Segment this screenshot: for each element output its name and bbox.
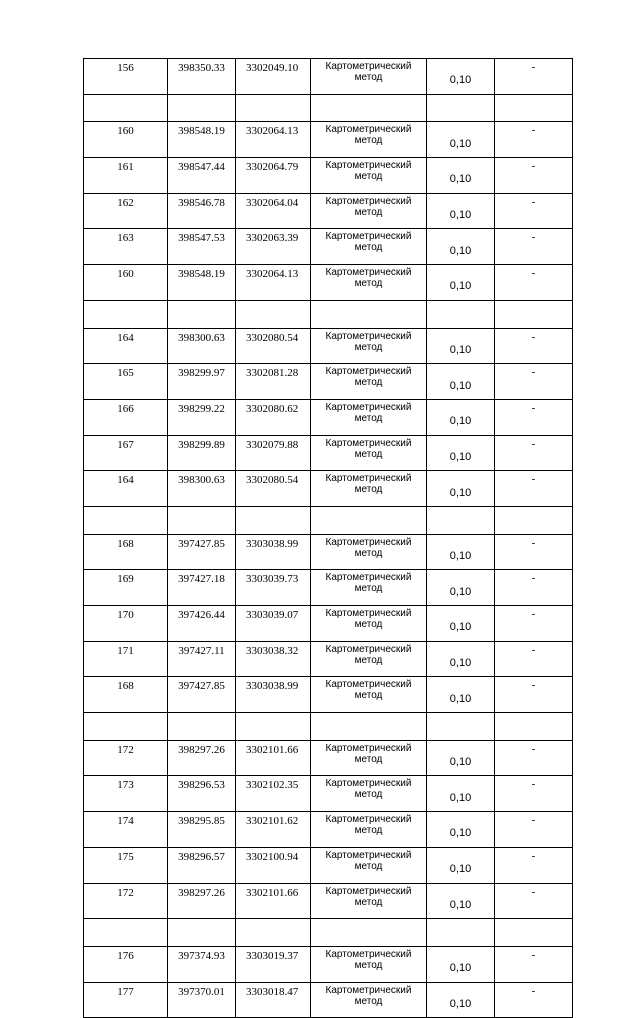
x-coordinate-cell: 397427.18 — [168, 570, 236, 606]
point-number-cell: 168 — [84, 534, 168, 570]
empty-cell — [495, 300, 573, 328]
extra-cell: - — [495, 471, 573, 507]
method-line-2: метод — [354, 242, 383, 254]
method-line-2: метод — [354, 412, 383, 424]
y-coordinate-cell: 3302101.66 — [236, 883, 311, 919]
extra-cell: - — [495, 364, 573, 400]
x-coordinate-cell: 398548.19 — [168, 265, 236, 301]
method-line-1: Картометрический — [325, 984, 412, 996]
empty-cell — [427, 919, 495, 947]
x-coordinate-cell: 397427.11 — [168, 641, 236, 677]
table-row — [84, 399, 573, 435]
y-coordinate-cell: 3302100.94 — [236, 847, 311, 883]
empty-cell — [236, 713, 311, 741]
accuracy-cell: 0,10 — [427, 740, 495, 776]
y-coordinate-cell: 3302064.79 — [236, 158, 311, 194]
table-row — [84, 606, 573, 642]
accuracy-cell: 0,10 — [427, 946, 495, 982]
x-coordinate-cell: 398547.44 — [168, 158, 236, 194]
method-line-1: Картометрический — [325, 742, 412, 754]
method-line-2: метод — [354, 995, 383, 1007]
method-line-1: Картометрический — [325, 231, 412, 243]
y-coordinate-cell: 3303038.99 — [236, 677, 311, 713]
method-cell — [311, 193, 427, 229]
accuracy-cell: 0,10 — [427, 606, 495, 642]
x-coordinate-cell: 398296.57 — [168, 847, 236, 883]
empty-cell — [236, 300, 311, 328]
table-row — [84, 435, 573, 471]
accuracy-cell: 0,10 — [427, 677, 495, 713]
table-row — [84, 883, 573, 919]
extra-cell: - — [495, 435, 573, 471]
accuracy-cell: 0,10 — [427, 534, 495, 570]
method-line-1: Картометрический — [325, 160, 412, 172]
method-cell — [311, 641, 427, 677]
x-coordinate-cell: 398299.22 — [168, 399, 236, 435]
method-cell — [311, 982, 427, 1018]
accuracy-cell: 0,10 — [427, 883, 495, 919]
method-line-1: Картометрический — [325, 473, 412, 485]
empty-cell — [495, 506, 573, 534]
method-line-2: метод — [354, 171, 383, 183]
y-coordinate-cell: 3302079.88 — [236, 435, 311, 471]
empty-cell — [427, 713, 495, 741]
coordinates-table — [83, 58, 573, 1018]
method-line-1: Картометрический — [325, 401, 412, 413]
method-line-2: метод — [354, 583, 383, 595]
accuracy-cell: 0,10 — [427, 982, 495, 1018]
x-coordinate-cell: 398548.19 — [168, 122, 236, 158]
point-number-cell: 163 — [84, 229, 168, 265]
table-row — [84, 471, 573, 507]
y-coordinate-cell: 3302063.39 — [236, 229, 311, 265]
empty-cell — [84, 94, 168, 122]
accuracy-cell: 0,10 — [427, 399, 495, 435]
extra-cell: - — [495, 534, 573, 570]
method-line-2: метод — [354, 206, 383, 218]
empty-cell — [495, 94, 573, 122]
x-coordinate-cell: 397426.44 — [168, 606, 236, 642]
empty-cell — [427, 300, 495, 328]
point-number-cell: 172 — [84, 883, 168, 919]
table-row — [84, 59, 573, 95]
x-coordinate-cell: 398350.33 — [168, 59, 236, 95]
point-number-cell: 167 — [84, 435, 168, 471]
table-row — [84, 946, 573, 982]
empty-cell — [236, 919, 311, 947]
method-line-2: метод — [354, 72, 383, 83]
y-coordinate-cell: 3302080.54 — [236, 471, 311, 507]
table-row — [84, 229, 573, 265]
point-number-cell: 161 — [84, 158, 168, 194]
extra-cell: - — [495, 399, 573, 435]
point-number-cell: 156 — [84, 59, 168, 95]
empty-cell — [84, 506, 168, 534]
y-coordinate-cell: 3302064.13 — [236, 265, 311, 301]
method-cell — [311, 883, 427, 919]
point-number-cell: 174 — [84, 812, 168, 848]
table-row — [84, 812, 573, 848]
method-cell — [311, 946, 427, 982]
method-cell — [311, 471, 427, 507]
accuracy-cell: 0,10 — [427, 122, 495, 158]
method-line-2: метод — [354, 619, 383, 630]
empty-cell — [84, 919, 168, 947]
method-line-1: Картометрический — [325, 572, 412, 584]
table-row — [84, 677, 573, 713]
accuracy-cell: 0,10 — [427, 570, 495, 606]
point-number-cell: 160 — [84, 122, 168, 158]
method-line-1: Картометрический — [325, 366, 412, 378]
empty-cell — [495, 919, 573, 947]
y-coordinate-cell: 3302102.35 — [236, 776, 311, 812]
extra-cell: - — [495, 677, 573, 713]
y-coordinate-cell: 3302049.10 — [236, 59, 311, 95]
method-cell — [311, 435, 427, 471]
table-row — [84, 776, 573, 812]
x-coordinate-cell: 398299.89 — [168, 435, 236, 471]
point-number-cell: 172 — [84, 740, 168, 776]
table-row — [84, 847, 573, 883]
point-number-cell: 170 — [84, 606, 168, 642]
accuracy-cell: 0,10 — [427, 229, 495, 265]
empty-cell — [168, 300, 236, 328]
method-line-1: Картометрический — [325, 536, 412, 548]
table-row — [84, 265, 573, 301]
extra-cell: - — [495, 328, 573, 364]
table-row — [84, 122, 573, 158]
y-coordinate-cell: 3303038.99 — [236, 534, 311, 570]
point-number-cell: 162 — [84, 193, 168, 229]
method-line-2: метод — [354, 825, 383, 837]
extra-cell: - — [495, 265, 573, 301]
point-number-cell: 175 — [84, 847, 168, 883]
point-number-cell: 169 — [84, 570, 168, 606]
accuracy-cell: 0,10 — [427, 59, 495, 95]
x-coordinate-cell: 397427.85 — [168, 534, 236, 570]
x-coordinate-cell: 398300.63 — [168, 328, 236, 364]
empty-cell — [427, 506, 495, 534]
y-coordinate-cell: 3302101.62 — [236, 812, 311, 848]
x-coordinate-cell: 398297.26 — [168, 883, 236, 919]
table-row — [84, 364, 573, 400]
empty-cell — [311, 919, 427, 947]
x-coordinate-cell: 398547.53 — [168, 229, 236, 265]
table-row — [84, 570, 573, 606]
empty-cell — [168, 919, 236, 947]
y-coordinate-cell: 3303038.32 — [236, 641, 311, 677]
extra-cell: - — [495, 229, 573, 265]
table-spacer-row — [84, 919, 573, 947]
method-line-2: метод — [354, 959, 383, 971]
x-coordinate-cell: 397370.01 — [168, 982, 236, 1018]
method-line-2: метод — [354, 789, 383, 801]
table-row — [84, 740, 573, 776]
empty-cell — [84, 300, 168, 328]
point-number-cell: 164 — [84, 471, 168, 507]
extra-cell: - — [495, 946, 573, 982]
x-coordinate-cell: 398300.63 — [168, 471, 236, 507]
extra-cell: - — [495, 606, 573, 642]
point-number-cell: 171 — [84, 641, 168, 677]
y-coordinate-cell: 3303018.47 — [236, 982, 311, 1018]
method-cell — [311, 570, 427, 606]
method-cell — [311, 847, 427, 883]
empty-cell — [236, 506, 311, 534]
y-coordinate-cell: 3303039.07 — [236, 606, 311, 642]
empty-cell — [311, 300, 427, 328]
accuracy-cell: 0,10 — [427, 847, 495, 883]
method-line-2: метод — [354, 341, 383, 353]
x-coordinate-cell: 397427.85 — [168, 677, 236, 713]
method-line-2: метод — [354, 690, 383, 702]
method-line-2: метод — [354, 484, 383, 496]
y-coordinate-cell: 3303039.73 — [236, 570, 311, 606]
method-line-1: Картометрический — [325, 778, 412, 790]
accuracy-cell: 0,10 — [427, 776, 495, 812]
method-cell — [311, 229, 427, 265]
y-coordinate-cell: 3302080.62 — [236, 399, 311, 435]
accuracy-cell: 0,10 — [427, 641, 495, 677]
y-coordinate-cell: 3302080.54 — [236, 328, 311, 364]
x-coordinate-cell: 397374.93 — [168, 946, 236, 982]
empty-cell — [495, 713, 573, 741]
method-line-1: Картометрический — [325, 195, 412, 207]
extra-cell: - — [495, 776, 573, 812]
extra-cell: - — [495, 570, 573, 606]
method-cell — [311, 265, 427, 301]
method-cell — [311, 740, 427, 776]
extra-cell: - — [495, 122, 573, 158]
method-line-1: Картометрический — [325, 267, 412, 279]
point-number-cell: 166 — [84, 399, 168, 435]
extra-cell: - — [495, 740, 573, 776]
method-line-2: метод — [354, 278, 383, 290]
method-cell — [311, 158, 427, 194]
extra-cell: - — [495, 158, 573, 194]
empty-cell — [311, 94, 427, 122]
table-row — [84, 328, 573, 364]
extra-cell: - — [495, 59, 573, 95]
empty-cell — [84, 713, 168, 741]
method-cell — [311, 606, 427, 642]
empty-cell — [311, 506, 427, 534]
empty-cell — [311, 713, 427, 741]
method-line-2: метод — [354, 135, 383, 147]
table-row — [84, 158, 573, 194]
empty-cell — [168, 713, 236, 741]
accuracy-cell: 0,10 — [427, 364, 495, 400]
x-coordinate-cell: 398297.26 — [168, 740, 236, 776]
y-coordinate-cell: 3302064.13 — [236, 122, 311, 158]
method-cell — [311, 399, 427, 435]
method-line-1: Картометрический — [325, 330, 412, 342]
method-line-1: Картометрический — [325, 61, 412, 72]
table-row — [84, 641, 573, 677]
empty-cell — [427, 94, 495, 122]
empty-cell — [168, 94, 236, 122]
table-spacer-row — [84, 94, 573, 122]
accuracy-cell: 0,10 — [427, 435, 495, 471]
y-coordinate-cell: 3302064.04 — [236, 193, 311, 229]
method-line-1: Картометрический — [325, 124, 412, 136]
method-line-1: Картометрический — [325, 814, 412, 826]
method-line-2: метод — [354, 896, 383, 908]
point-number-cell: 164 — [84, 328, 168, 364]
x-coordinate-cell: 398296.53 — [168, 776, 236, 812]
point-number-cell: 177 — [84, 982, 168, 1018]
y-coordinate-cell: 3302081.28 — [236, 364, 311, 400]
table-row — [84, 982, 573, 1018]
method-line-2: метод — [354, 860, 383, 872]
empty-cell — [168, 506, 236, 534]
coordinates-table-body — [84, 59, 573, 1018]
x-coordinate-cell: 398299.97 — [168, 364, 236, 400]
method-cell — [311, 776, 427, 812]
method-line-1: Картометрический — [325, 948, 412, 960]
method-cell — [311, 122, 427, 158]
extra-cell: - — [495, 812, 573, 848]
method-line-2: метод — [354, 547, 383, 559]
accuracy-cell: 0,10 — [427, 265, 495, 301]
method-cell — [311, 534, 427, 570]
accuracy-cell: 0,10 — [427, 158, 495, 194]
extra-cell: - — [495, 982, 573, 1018]
method-line-2: метод — [354, 654, 383, 666]
table-row — [84, 193, 573, 229]
point-number-cell: 165 — [84, 364, 168, 400]
method-line-2: метод — [354, 753, 383, 765]
table-spacer-row — [84, 713, 573, 741]
accuracy-cell: 0,10 — [427, 812, 495, 848]
method-cell — [311, 328, 427, 364]
method-line-2: метод — [354, 448, 383, 460]
method-cell — [311, 364, 427, 400]
x-coordinate-cell: 398295.85 — [168, 812, 236, 848]
x-coordinate-cell: 398546.78 — [168, 193, 236, 229]
extra-cell: - — [495, 193, 573, 229]
y-coordinate-cell: 3302101.66 — [236, 740, 311, 776]
extra-cell: - — [495, 883, 573, 919]
accuracy-cell: 0,10 — [427, 471, 495, 507]
method-cell — [311, 812, 427, 848]
method-line-1: Картометрический — [325, 679, 412, 691]
method-line-1: Картометрический — [325, 608, 412, 619]
method-line-1: Картометрический — [325, 437, 412, 449]
point-number-cell: 168 — [84, 677, 168, 713]
method-cell — [311, 677, 427, 713]
y-coordinate-cell: 3303019.37 — [236, 946, 311, 982]
point-number-cell: 160 — [84, 265, 168, 301]
table-spacer-row — [84, 300, 573, 328]
accuracy-cell: 0,10 — [427, 193, 495, 229]
extra-cell: - — [495, 847, 573, 883]
method-cell — [311, 59, 427, 95]
method-line-1: Картометрический — [325, 643, 412, 655]
point-number-cell: 173 — [84, 776, 168, 812]
empty-cell — [236, 94, 311, 122]
method-line-1: Картометрический — [325, 849, 412, 861]
table-spacer-row — [84, 506, 573, 534]
point-number-cell: 176 — [84, 946, 168, 982]
accuracy-cell: 0,10 — [427, 328, 495, 364]
table-row — [84, 534, 573, 570]
method-line-2: метод — [354, 377, 383, 389]
extra-cell: - — [495, 641, 573, 677]
method-line-1: Картометрический — [325, 885, 412, 897]
